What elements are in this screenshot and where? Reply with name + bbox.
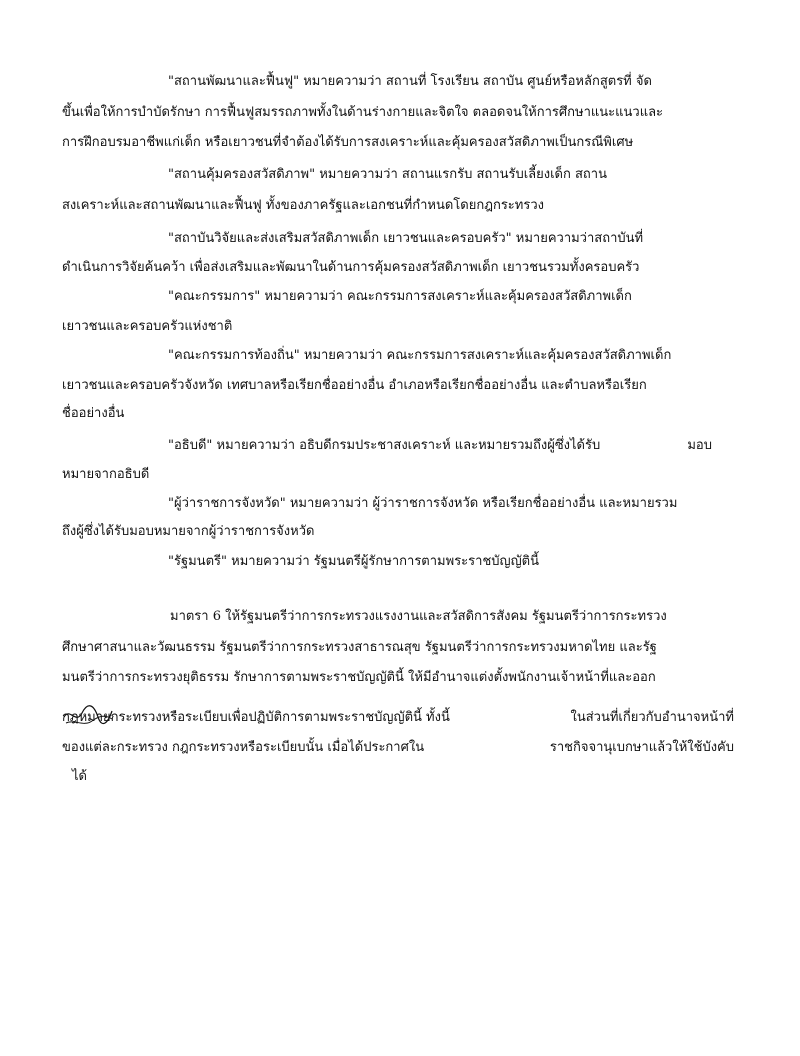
definition-line: ขึ้นเพื่อให้การบำบัดรักษา การฟื้นฟูสมรรถภาพทั้งในด้านร่างกายและจิตใจ ตลอดจนให้การศึกษาแนะแนวและ [62, 105, 664, 120]
section-6-line: ศึกษาศาสนาและวัฒนธรรม รัฐมนตรีว่าการกระทรวงสาธารณสุข รัฐมนตรีว่าการกระทรวงมหาดไทย และรัฐ [62, 640, 657, 655]
definition-line: "ผู้ว่าราชการจังหวัด" หมายความว่า ผู้ว่าราชการจังหวัด หรือเรียกชื่ออย่างอื่น และหมายรวม [168, 496, 678, 511]
section-6-text: ของแต่ละกระทรวง กฎกระทรวงหรือระเบียบนั้น เมื่อได้ประกาศใน [62, 740, 425, 755]
handwritten-strikeout-mark [62, 703, 114, 729]
section-6-line: ได้ [72, 769, 87, 784]
section-6-line [62, 709, 734, 727]
definition-line: เยาวชนและครอบครัวแห่งชาติ [62, 319, 233, 334]
definition-text: "อธิบดี" หมายความว่า อธิบดีกรมประชาสงเคราะห์ และหมายรวมถึงผู้ซึ่งได้รับ [168, 438, 601, 453]
definition-line: การฝึกอบรมอาชีพแก่เด็ก หรือเยาวชนที่จำต้องได้รับการสงเคราะห์และคุ้มครองสวัสดิภาพเป็นกรณีพิเศษ [62, 135, 634, 150]
section-6-line: มาตรา 6 ให้รัฐมนตรีว่าการกระทรวงแรงงานและสวัสดิการสังคม รัฐมนตรีว่าการกระทรวง [170, 609, 667, 624]
definition-line: เยาวชนและครอบครัวจังหวัด เทศบาลหรือเรียกชื่ออย่างอื่น อำเภอหรือเรียกชื่ออย่างอื่น และตำบลหรือเรียก [62, 378, 647, 393]
section-6-line [62, 739, 734, 757]
definition-line: หมายจากอธิบดี [62, 467, 150, 482]
definition-text: มอบ [687, 438, 712, 453]
section-6-line: มนตรีว่าการกระทรวงยุติธรรม รักษาการตามพระราชบัญญัตินี้ ให้มีอำนาจแต่งตั้งพนักงานเจ้าหน้าที่และออก [62, 670, 656, 685]
definition-line: "สถานคุ้มครองสวัสดิภาพ" หมายความว่า สถานแรกรับ สถานรับเลี้ยงเด็ก สถาน [168, 167, 607, 182]
definition-line: สงเคราะห์และสถานพัฒนาและฟื้นฟู ทั้งของภาครัฐและเอกชนที่กำหนดโดยกฎกระทรวง [62, 198, 544, 213]
definition-line: ดำเนินการวิจัยค้นคว้า เพื่อส่งเสริมและพัฒนาในด้านการคุ้มครองสวัสดิภาพเด็ก เยาวชนรวมทั้งครอบครัว [62, 260, 640, 275]
definition-line: "รัฐมนตรี" หมายความว่า รัฐมนตรีผู้รักษาการตามพระราชบัญญัตินี้ [168, 554, 539, 569]
definition-line [168, 437, 712, 455]
section-6-text: ราชกิจจานุเบกษาแล้วให้ใช้บังคับ [549, 740, 734, 755]
definition-line: "คณะกรรมการ" หมายความว่า คณะกรรมการสงเคราะห์และคุ้มครองสวัสดิภาพเด็ก [168, 289, 632, 304]
section-6-text: กฎหมายกระทรวงหรือระเบียบเพื่อปฏิบัติการตามพระราชบัญญัตินี้ ทั้งนี้ [62, 710, 450, 725]
definition-line: ถึงผู้ซึ่งได้รับมอบหมายจากผู้ว่าราชการจังหวัด [62, 524, 315, 539]
definition-line: "สถาบันวิจัยและส่งเสริมสวัสดิภาพเด็ก เยาวชนและครอบครัว" หมายความว่าสถาบันที่ [168, 231, 644, 246]
definition-line: ชื่ออย่างอื่น [62, 406, 125, 421]
section-6-text: ในส่วนที่เกี่ยวกับอำนาจหน้าที่ [570, 710, 734, 725]
definition-line: "สถานพัฒนาและฟื้นฟู" หมายความว่า สถานที่ โรงเรียน สถาบัน ศูนย์หรือหลักสูตรที่ จัด [168, 74, 652, 89]
definition-line: "คณะกรรมการท้องถิ่น" หมายความว่า คณะกรรมการสงเคราะห์และคุ้มครองสวัสดิภาพเด็ก [168, 348, 672, 363]
